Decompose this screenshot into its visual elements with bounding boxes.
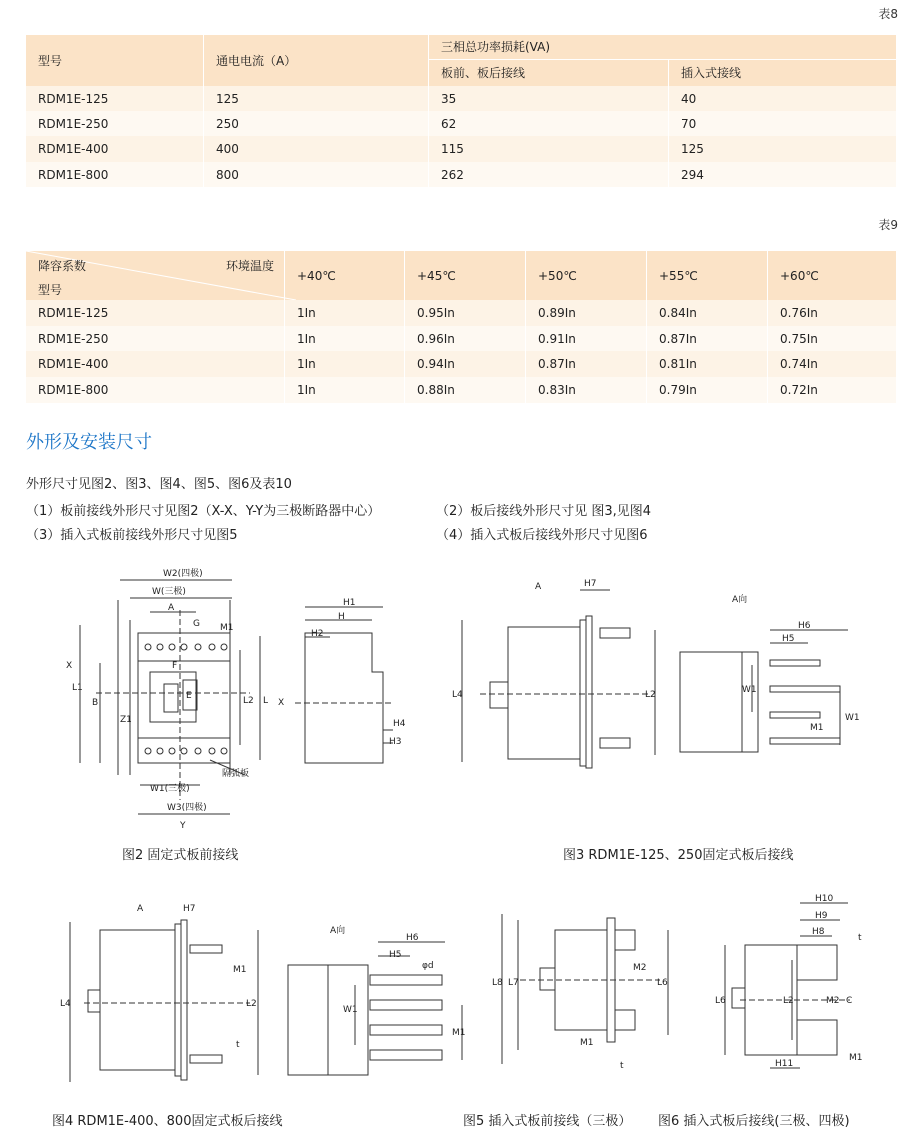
label-w1-3: W1(三极) bbox=[150, 784, 190, 794]
label-a: A bbox=[168, 603, 175, 613]
label-l7-f5: L7 bbox=[508, 978, 519, 988]
label-adir-f3: A向 bbox=[732, 595, 748, 605]
cell: RDM1E-800 bbox=[26, 377, 285, 403]
label-h11-f6: H11 bbox=[775, 1059, 794, 1069]
temp-header: +55℃ bbox=[647, 251, 768, 300]
label-x-left: X bbox=[66, 661, 73, 671]
cell: RDM1E-250 bbox=[26, 326, 285, 351]
label-w: W(三极) bbox=[152, 587, 186, 597]
table9-label: 表9 bbox=[878, 218, 898, 232]
label-h4-f2: H4 bbox=[393, 719, 406, 729]
label-g: G bbox=[193, 619, 200, 629]
fig5-caption: 图5 插入式板前接线（三极） bbox=[463, 1114, 632, 1129]
label-h5-f3: H5 bbox=[782, 634, 795, 644]
label-y: Y bbox=[180, 821, 186, 831]
cell: 294 bbox=[669, 162, 897, 187]
label-l4-f3: L4 bbox=[452, 690, 463, 700]
label-h3-f2: H3 bbox=[389, 737, 402, 747]
cell: 40 bbox=[669, 86, 897, 111]
cell: RDM1E-125 bbox=[26, 300, 285, 326]
label-h1-f2: H1 bbox=[343, 598, 356, 608]
label-h8-f6: H8 bbox=[812, 927, 825, 937]
label-h7-f4: H7 bbox=[183, 904, 196, 914]
label-c-f6: C bbox=[846, 996, 853, 1006]
corner-temp: 环境温度 bbox=[226, 259, 275, 273]
table8-label: 表8 bbox=[878, 7, 898, 21]
cell: 0.83In bbox=[526, 377, 647, 403]
cell: 0.87In bbox=[647, 326, 768, 351]
cell: 70 bbox=[669, 111, 897, 136]
label-z1: Z1 bbox=[120, 715, 132, 725]
cell: 115 bbox=[429, 136, 669, 162]
cell: 0.95In bbox=[405, 300, 526, 326]
cell: 0.84In bbox=[647, 300, 768, 326]
label-m1-f2: M1 bbox=[220, 623, 234, 633]
label-w1b-f3: W1 bbox=[845, 713, 860, 723]
fig6-drawing bbox=[725, 903, 853, 1068]
label-arc: 隔弧板 bbox=[222, 769, 250, 779]
label-l6-f5: L6 bbox=[657, 978, 668, 988]
table8-header-current: 通电电流（A） bbox=[204, 35, 429, 86]
section-title: 外形及安装尺寸 bbox=[26, 432, 152, 453]
intro-text: 外形尺寸见图2、图3、图4、图5、图6及表10 bbox=[26, 477, 292, 492]
cell: RDM1E-400 bbox=[26, 351, 285, 377]
label-l8-f5: L8 bbox=[492, 978, 503, 988]
table8-header-model: 型号 bbox=[26, 35, 204, 86]
label-h9-f6: H9 bbox=[815, 911, 828, 921]
label-m1b-f4: M1 bbox=[452, 1028, 466, 1038]
cell: 400 bbox=[204, 136, 429, 162]
temp-header: +50℃ bbox=[526, 251, 647, 300]
label-h5-f4: H5 bbox=[389, 950, 402, 960]
cell: 262 bbox=[429, 162, 669, 187]
cell: 0.91In bbox=[526, 326, 647, 351]
label-m2-f5: M2 bbox=[633, 963, 647, 973]
label-f: F bbox=[172, 661, 178, 671]
fig3-drawing bbox=[462, 590, 848, 768]
label-l4-f4: L4 bbox=[60, 999, 71, 1009]
fig6-caption: 图6 插入式板后接线(三极、四极) bbox=[658, 1114, 850, 1129]
label-l2-f2: L2 bbox=[243, 696, 254, 706]
cell: 35 bbox=[429, 86, 669, 111]
label-h2-f2: H2 bbox=[311, 629, 324, 639]
label-b: B bbox=[92, 698, 99, 708]
corner-model: 型号 bbox=[38, 283, 63, 297]
cell: 0.75In bbox=[768, 326, 897, 351]
item-1: （1）板前接线外形尺寸见图2（X-X、Y-Y为三极断路器中心） bbox=[26, 504, 381, 519]
label-phid-f4: φd bbox=[422, 961, 434, 971]
fig3-caption: 图3 RDM1E-125、250固定式板后接线 bbox=[563, 848, 794, 863]
cell: 1In bbox=[285, 300, 405, 326]
cell: 0.74In bbox=[768, 351, 897, 377]
fig4-drawing bbox=[70, 920, 462, 1082]
fig2-side-view bbox=[295, 607, 393, 763]
label-l-f2: L bbox=[263, 696, 269, 706]
label-l1: L1 bbox=[72, 683, 83, 693]
table8-header-loss: 三相总功率损耗(VA) bbox=[429, 35, 897, 59]
label-t-f5: t bbox=[620, 1061, 624, 1071]
label-m2-f6: M2 bbox=[826, 996, 840, 1006]
fig4-caption: 图4 RDM1E-400、800固定式板后接线 bbox=[52, 1114, 283, 1129]
label-h6-f3: H6 bbox=[798, 621, 811, 631]
label-adir-f4: A向 bbox=[330, 926, 346, 936]
label-h-f2: H bbox=[338, 612, 345, 622]
label-t-f4: t bbox=[236, 1040, 240, 1050]
cell: RDM1E-400 bbox=[26, 136, 204, 162]
label-w3-4: W3(四极) bbox=[167, 803, 207, 813]
label-a-f4: A bbox=[137, 904, 144, 914]
label-w1-f4: W1 bbox=[343, 1005, 358, 1015]
cell: 1In bbox=[285, 326, 405, 351]
cell: 0.72In bbox=[768, 377, 897, 403]
cell: 800 bbox=[204, 162, 429, 187]
cell: 250 bbox=[204, 111, 429, 136]
cell: RDM1E-250 bbox=[26, 111, 204, 136]
item-3: （3）插入式板前接线外形尺寸见图5 bbox=[26, 528, 238, 543]
cell: 125 bbox=[204, 86, 429, 111]
cell: 0.94In bbox=[405, 351, 526, 377]
cell: RDM1E-125 bbox=[26, 86, 204, 111]
label-w2: W2(四极) bbox=[163, 569, 203, 579]
corner-factor: 降容系数 bbox=[38, 259, 87, 273]
label-l2-f4: L2 bbox=[246, 999, 257, 1009]
item-4: （4）插入式板后接线外形尺寸见图6 bbox=[436, 528, 648, 543]
label-m1-f6: M1 bbox=[849, 1053, 863, 1063]
fig2-caption: 图2 固定式板前接线 bbox=[122, 848, 239, 863]
cell: 0.81In bbox=[647, 351, 768, 377]
label-l2-f3: L2 bbox=[645, 690, 656, 700]
label-h7-f3: H7 bbox=[584, 579, 597, 589]
cell: 0.87In bbox=[526, 351, 647, 377]
temp-header: +45℃ bbox=[405, 251, 526, 300]
label-a-f3: A bbox=[535, 582, 542, 592]
cell: 0.89In bbox=[526, 300, 647, 326]
cell: 62 bbox=[429, 111, 669, 136]
label-l2-f6: L2 bbox=[783, 996, 794, 1006]
temp-header: +60℃ bbox=[768, 251, 897, 300]
item-2: （2）板后接线外形尺寸见 图3,见图4 bbox=[436, 504, 652, 519]
cell: RDM1E-800 bbox=[26, 162, 204, 187]
cell: 125 bbox=[669, 136, 897, 162]
temp-header: +40℃ bbox=[285, 251, 405, 300]
label-l6-f6: L6 bbox=[715, 996, 726, 1006]
label-m1-f3: M1 bbox=[810, 723, 824, 733]
label-e: E bbox=[186, 691, 192, 701]
label-m1-f4: M1 bbox=[233, 965, 247, 975]
cell: 0.79In bbox=[647, 377, 768, 403]
cell: 0.88In bbox=[405, 377, 526, 403]
table8-header-front-back: 板前、板后接线 bbox=[429, 59, 669, 86]
cell: 0.76In bbox=[768, 300, 897, 326]
label-t-f6: t bbox=[858, 933, 862, 943]
cell: 1In bbox=[285, 351, 405, 377]
table8-header-plugin: 插入式接线 bbox=[669, 59, 897, 86]
label-h6-f4: H6 bbox=[406, 933, 419, 943]
cell: 1In bbox=[285, 377, 405, 403]
label-h10-f6: H10 bbox=[815, 894, 834, 904]
label-w1-f3: W1 bbox=[742, 685, 757, 695]
cell: 0.96In bbox=[405, 326, 526, 351]
label-x-right: X bbox=[278, 698, 285, 708]
label-m1-f5: M1 bbox=[580, 1038, 594, 1048]
